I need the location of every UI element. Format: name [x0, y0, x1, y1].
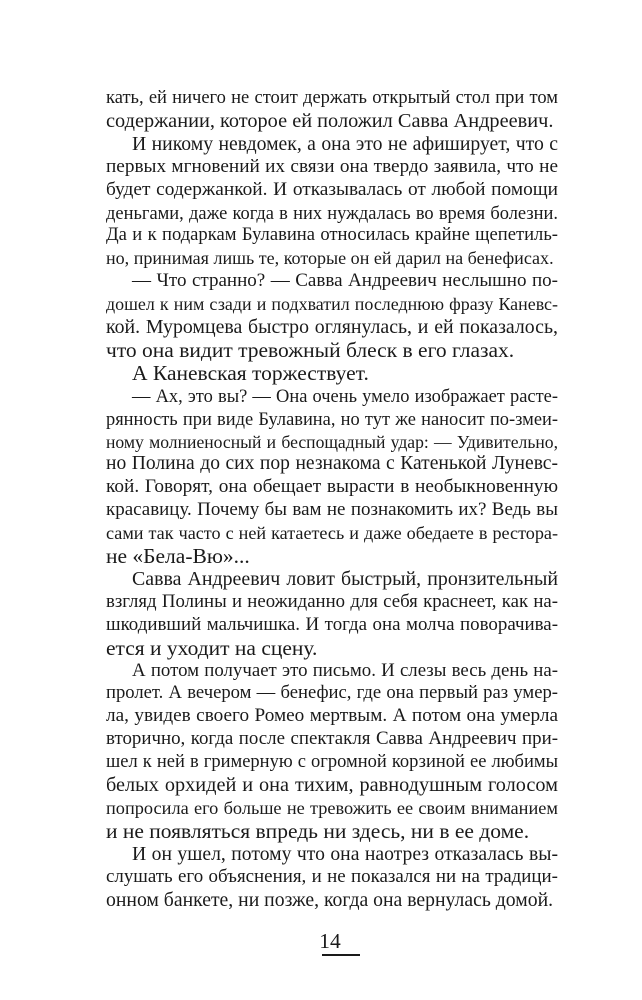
text-line: деньгами, даже когда в них нуждалась во время болезни.	[106, 202, 558, 223]
text-line: но, принимая лишь те, которые он ей дарил на бенефисах.	[106, 248, 554, 269]
text-line: — Ах, это вы? — Она очень умело изображает расте-	[132, 385, 558, 406]
text-line: вторично, когда после спектакля Савва Андреевич при-	[106, 728, 558, 750]
text-line: рянность при виде Булавина, но тут же наносит по-змеи-	[106, 408, 558, 429]
text-line: красавицу. Почему бы вам не познакомить их? Ведь вы	[106, 499, 558, 521]
text-line: — Что странно? — Савва Андреевич неслышно по-	[132, 270, 558, 292]
text-line: онном банкете, ни позже, когда она вернулась домой.	[106, 888, 554, 911]
text-line: И он ушел, потому что она наотрез отказалась вы-	[132, 842, 558, 865]
text-line: но Полина до сих пор незнакома с Катенькой Луневс-	[106, 453, 558, 475]
page-number-underline	[322, 954, 360, 956]
text-line: взгляд Полины и неожиданно для себя краснеет, как на-	[106, 590, 558, 612]
text-line: попросила его больше не тревожить ее своим вниманием	[106, 797, 558, 818]
text-line: содержании, которое ей положил Савва Андреевич.	[106, 109, 554, 132]
text-line: Да и к подаркам Булавина относилась крайне щепетиль-	[106, 224, 558, 246]
text-line: белых орхидей и она тихим, равнодушным голосом	[106, 774, 558, 796]
text-line: Савва Андреевич ловит быстрый, пронзительный	[132, 567, 558, 590]
text-line: ла, увидев своего Ромео мертвым. А потом она умерла	[106, 705, 558, 727]
text-line: шкодивший мальчишка. И тогда она молча поворачива-	[106, 613, 558, 635]
text-line: ному молниеносный и беспощадный удар: — Удивительно,	[106, 431, 558, 452]
text-line: кой. Муромцева быстро оглянулась, и ей показалось,	[106, 316, 558, 338]
text-line: сами так часто с ней катаетесь и даже обедаете в рестора-	[106, 523, 558, 544]
text-line: И никому невдомек, а она это не афиширует, что с	[132, 132, 558, 155]
text-line: и не появляться впредь ни здесь, ни в ее доме.	[106, 818, 530, 843]
text-line: что она видит тревожный блеск в его глазах.	[106, 337, 515, 362]
text-line: пролет. А вечером — бенефис, где она первый раз умер-	[106, 682, 558, 704]
text-line: не «Бела-Вю»...	[106, 544, 250, 568]
text-line: будет содержанкой. И отказывалась от любой помощи	[106, 178, 558, 200]
text-line: слушать его объяснения, и не показался ни на традици-	[106, 865, 558, 887]
text-line: кой. Говорят, она обещает вырасти в необыкновенную	[106, 476, 558, 498]
text-line: дошел к ним сзади и подхватил последнюю фразу Каневс-	[106, 294, 558, 315]
text-line: А Каневская торжествует.	[132, 360, 369, 385]
text-line: первых мгновений их связи она твердо заявила, что не	[106, 155, 558, 177]
page-number: 14	[319, 928, 341, 953]
text-line: ется и уходит на сцену.	[106, 635, 318, 660]
text-line: А потом получает это письмо. И слезы весь день на-	[132, 659, 558, 681]
text-line: кать, ей ничего не стоит держать открытый стол при том	[106, 87, 558, 108]
text-line: шел к ней в гримерную с огромной корзиной ее любимы	[106, 752, 558, 773]
